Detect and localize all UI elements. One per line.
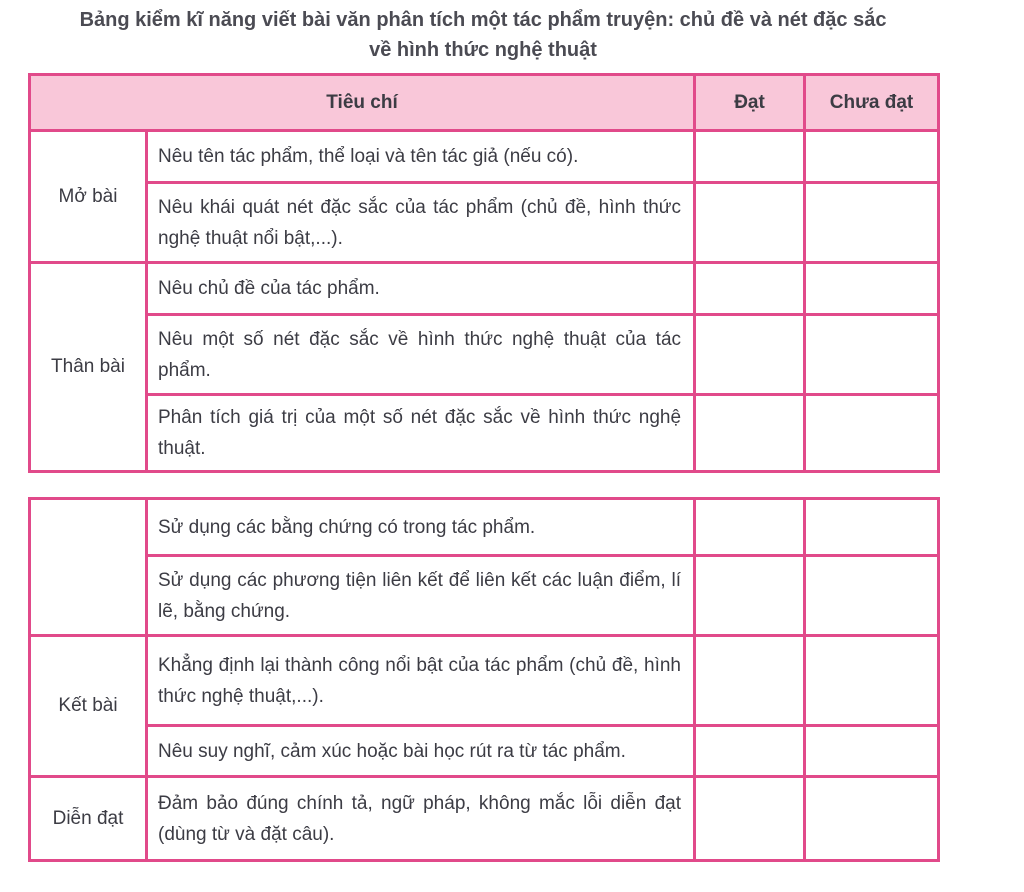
group-label-ket-bai: Kết bài	[30, 636, 147, 777]
fail-cell	[805, 499, 939, 556]
page-title	[0, 0, 966, 65]
criteria-cell: Nêu chủ đề của tác phẩm.	[147, 263, 695, 315]
header-criteria: Tiêu chí	[30, 75, 695, 131]
pass-cell	[695, 183, 805, 263]
criteria-cell: Đảm bảo đúng chính tả, ngữ pháp, không mắc lỗi diễn đạt (dùng từ và đặt câu).	[147, 777, 695, 861]
criteria-cell: Sử dụng các bằng chứng có trong tác phẩm.	[147, 499, 695, 556]
fail-cell	[805, 777, 939, 861]
page-title-line-1: Bảng kiểm kĩ năng viết bài văn phân tích một tác phẩm truyện: chủ đề và nét đặc sắc	[79, 9, 887, 31]
group-label-than-bai-continued	[30, 499, 147, 636]
table-row	[30, 263, 939, 315]
criteria-cell: Nêu một số nét đặc sắc về hình thức nghệ thuật của tác phẩm.	[147, 315, 695, 395]
group-label-than-bai: Thân bài	[30, 263, 147, 472]
fail-cell	[805, 395, 939, 472]
table-row	[30, 636, 939, 726]
rubric-table-2	[28, 497, 940, 862]
fail-cell	[805, 315, 939, 395]
group-label-dien-dat: Diễn đạt	[30, 777, 147, 861]
table-row	[30, 183, 939, 263]
pass-cell	[695, 777, 805, 861]
fail-cell	[805, 636, 939, 726]
rubric-table-1	[28, 73, 940, 473]
pass-cell	[695, 395, 805, 472]
pass-cell	[695, 131, 805, 183]
table-row	[30, 395, 939, 472]
criteria-cell: Phân tích giá trị của một số nét đặc sắc về hình thức nghệ thuật.	[147, 395, 695, 472]
table-row	[30, 131, 939, 183]
page-title-line-2: về hình thức nghệ thuật	[369, 39, 597, 61]
header-pass: Đạt	[695, 75, 805, 131]
pass-cell	[695, 726, 805, 777]
pass-cell	[695, 315, 805, 395]
criteria-cell: Nêu khái quát nét đặc sắc của tác phẩm (chủ đề, hình thức nghệ thuật nổi bật,...).	[147, 183, 695, 263]
header-fail: Chưa đạt	[805, 75, 939, 131]
pass-cell	[695, 263, 805, 315]
fail-cell	[805, 131, 939, 183]
pass-cell	[695, 556, 805, 636]
table-row	[30, 556, 939, 636]
criteria-cell: Khẳng định lại thành công nổi bật của tác phẩm (chủ đề, hình thức nghệ thuật,...).	[147, 636, 695, 726]
criteria-cell: Nêu tên tác phẩm, thể loại và tên tác giả (nếu có).	[147, 131, 695, 183]
pass-cell	[695, 499, 805, 556]
fail-cell	[805, 726, 939, 777]
table-row	[30, 726, 939, 777]
table-row	[30, 499, 939, 556]
fail-cell	[805, 263, 939, 315]
criteria-cell: Sử dụng các phương tiện liên kết để liên kết các luận điểm, lí lẽ, bằng chứng.	[147, 556, 695, 636]
header-row	[30, 75, 939, 131]
group-label-mo-bai: Mở bài	[30, 131, 147, 263]
fail-cell	[805, 183, 939, 263]
table-row	[30, 777, 939, 861]
table-row	[30, 315, 939, 395]
fail-cell	[805, 556, 939, 636]
pass-cell	[695, 636, 805, 726]
criteria-cell: Nêu suy nghĩ, cảm xúc hoặc bài học rút ra từ tác phẩm.	[147, 726, 695, 777]
